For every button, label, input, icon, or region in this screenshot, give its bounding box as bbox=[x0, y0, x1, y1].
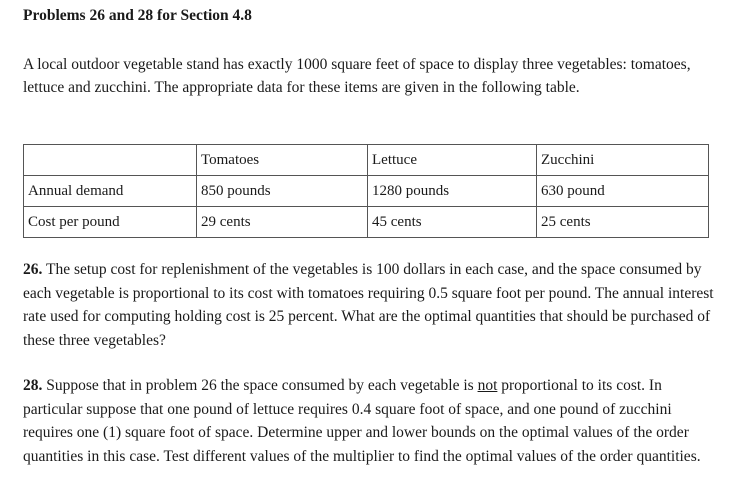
section-title: Problems 26 and 28 for Section 4.8 bbox=[23, 7, 252, 24]
table-cell: 45 cents bbox=[368, 207, 537, 238]
table-row bbox=[24, 207, 709, 238]
problem-28 bbox=[23, 374, 723, 468]
problem-number: 28. bbox=[23, 377, 43, 394]
table-header-cell: Lettuce bbox=[368, 145, 537, 176]
table-cell: 630 pound bbox=[537, 176, 709, 207]
table-header-cell bbox=[24, 145, 197, 176]
table-header-cell: Zucchini bbox=[537, 145, 709, 176]
problem-number: 26. bbox=[23, 261, 43, 278]
table-header-row bbox=[24, 145, 709, 176]
problem-text: proportional to its cost. In particular suppose that one pound of lettuce requires 0.4 square foot of space, and one pound of zucchini requires one (1) square foot of space. Determine upper and lower bounds on the optimal values of the order quantities in this case. Test different values of the multiplier to find the optimal values of the order quantities. bbox=[23, 377, 701, 465]
problem-26 bbox=[23, 258, 723, 352]
table-cell: 25 cents bbox=[537, 207, 709, 238]
intro-paragraph: A local outdoor vegetable stand has exactly 1000 square feet of space to display three vegetables: tomatoes, lettuce and zucchini. The appropriate data for these items are given in the following table. bbox=[23, 56, 691, 96]
table-cell: Annual demand bbox=[24, 176, 197, 207]
problem-text: Suppose that in problem 26 the space consumed by each vegetable is bbox=[46, 377, 474, 394]
table-cell: 850 pounds bbox=[197, 176, 368, 207]
problem-text: The setup cost for replenishment of the vegetables is 100 dollars in each case, and the space consumed by each vegetable is proportional to its cost with tomatoes requiring 0.5 square foot per pound. The annual interest rate used for computing holding cost is 25 percent. What are the optimal quantities that should be purchased of these three vegetables? bbox=[23, 261, 714, 349]
table-header-cell: Tomatoes bbox=[197, 145, 368, 176]
table-cell: Cost per pound bbox=[24, 207, 197, 238]
table-cell: 1280 pounds bbox=[368, 176, 537, 207]
table-row bbox=[24, 176, 709, 207]
vegetable-data-table bbox=[23, 144, 709, 238]
table-cell: 29 cents bbox=[197, 207, 368, 238]
emphasis-text: not bbox=[477, 377, 498, 394]
